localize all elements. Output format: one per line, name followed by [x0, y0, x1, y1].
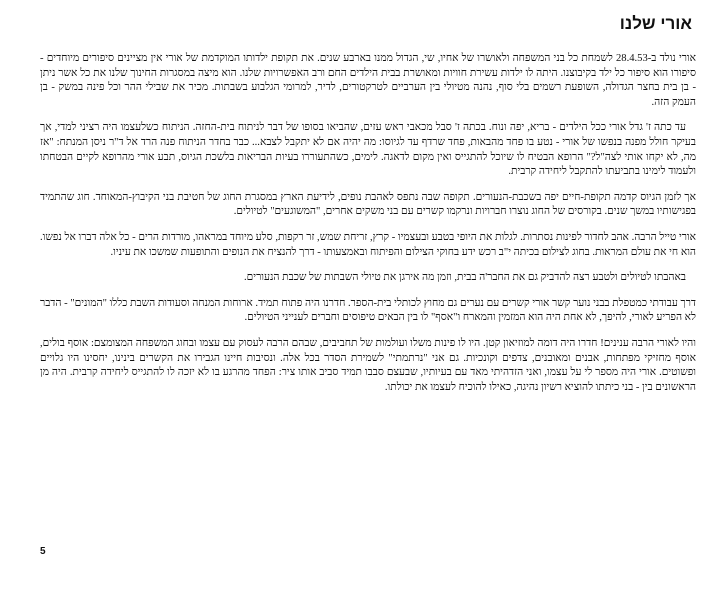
paragraph-hobbies: והיו לאורי הרבה ענינים! חדרו היה דומה למוזיאון קטן. היו לו פינות משלו ועולמות של תחביבים, שבהם הרבה לעסוק עם עצמו ובחוג המשפחה המצומצם: אוסף בולים, אוסף מחזיקי מפתחות, אבנים ומאובנים, צדפים וקונכיות. גם אני "נרתמתי" לשמירת הסדר בכל אלה. ונסיבות חיינו הגבירו את הקשרים בינינו, יחסינו היו גלויים ופשוטים. אורי היה מספר לי על עצמו, ואני הזדהיתי מאד עם בעיותיו, שבעצם סבבו תמיד סביב אותו ציר: הפחד מהרגע בו לא יזכה לו להתגייס ליחידה קרבית. היה מן הראשונים בין - בני כיתתו להוציא רשיון נהיגה, כאילו להוכיח לעצמו את יכולתו. — [40, 337, 696, 393]
paragraph-birth-childhood: אורי נולד ב-28.4.53 לשמחת כל בני המשפחה ולאושרו של אחיו, שי, הגדול ממנו בארבע שנים. את תקופת ילדותו המוקדמת של אורי אין מציינים סיפורים מיוחדים - סיפורו הוא סיפור כל ילד בקיבוצנו. היתה לו ילדות עשירת חוויות ומאושרת בבית הילדים החם ורב האפשרויות שלנו. הוא מיצה במסגרות החינוך שלנו את כל אשר ניתן - בן בית בחצר הגדולה, השופעת רשמים בלי סוף, נהנה מטיולי בין הערביים לטרקטורים, לדיר, למרומי הגלבוע בשבתות. מכיר את שבילי ההר וכל פינה במשק - בן העמק הזה. — [40, 53, 696, 108]
paragraph-nature-photography: אורי טייל הרבה. אהב לחדור לפינות נסתרות. לגלות את היופי בטבע ובעצמיו - קרץ, זריחת שמש, זר רקפות, סלע מיוחד במראהו, מורדות הרים - כל אלה דברו אל נפשו. הוא חי את עולם המראות. בחוג לצילום בכיתה י"ב רכש ידע בחוקי הצילום והפיתוח ובאמצעותו - דרך להנציח את הנופים והתופעות שמשכו את עיניו. — [40, 231, 696, 258]
page-title: אורי שלנו — [619, 14, 692, 33]
body-text — [40, 52, 696, 406]
paragraph-youth-hiking-club: אך לזמן הגיוס קדמה תקופת-חיים יפה בשכבת-הנעורים. תקופה שבה נתפס לאהבת נופים, לידיעת הארץ במסגרת החוג של חטיבת בני הקיבוץ-המאוחד. חוג שהתמיד בפגישותיו במשך שנים. בקורסים של החוג נוצרו חברויות ונרקמו קשרים עם בני משקים אחרים, "המשוגעים" לטיולים. — [40, 191, 696, 218]
paragraph-surgery: עד כתה ז' גדל אורי ככל הילדים - בריא, יפה ונוח. בכתה ז' סבל מכאבי ראש עזים, שהביאו בסופו של דבר לניתוח בית-החזה. הניתוח כשלעצמו היה רציני למדי, אך בעיקר חולל מפנה בנפשו של אורי - נטע בו פחד מהבאות, פחד שרדף עד לגיוסו: מה יהיה אם לא יתקבל לצבא... כבר בחדר הניתוח פנה הרד אל ד"ר ניסן המנתח: "אז מה, לא יקחו אותי לצה"ל?" הרופא הבטיח לו שיוכל להתגייס ואין מקום לדאגה. לימים, כשהתעוררו בעיות הבריאות בלשכת הגיוס, תבע אורי מהרופא לקיים הבטחתו ולעמוד לימינו בתביעתו להתקבל ליחידה קרבית. — [40, 122, 696, 178]
page-number: 5 — [40, 546, 46, 557]
paragraph-open-room: דרך עבודתי כמטפלת בבני נוער קשר אורי קשרים עם נערים גם מחוץ לכותלי בית-הספר. חדרנו היה פתוח תמיד. ארוחות המנחה וסעודות השבת כללו "המונים" - הדבר לא הפריע לאורי, להיפך, לא אחת היה הוא המזמין והמארח ו"אסף" לו בין הבאים טיפוסים וחברים לענייני הטיולים. — [40, 297, 696, 324]
paragraph-weekend-trips: באהבתו לטיולים ולטבע רצה להדביק גם את החבר'ה בבית, וזמן מה אירגן את טיולי השבתות של שכבת הנעורים. — [244, 272, 686, 284]
